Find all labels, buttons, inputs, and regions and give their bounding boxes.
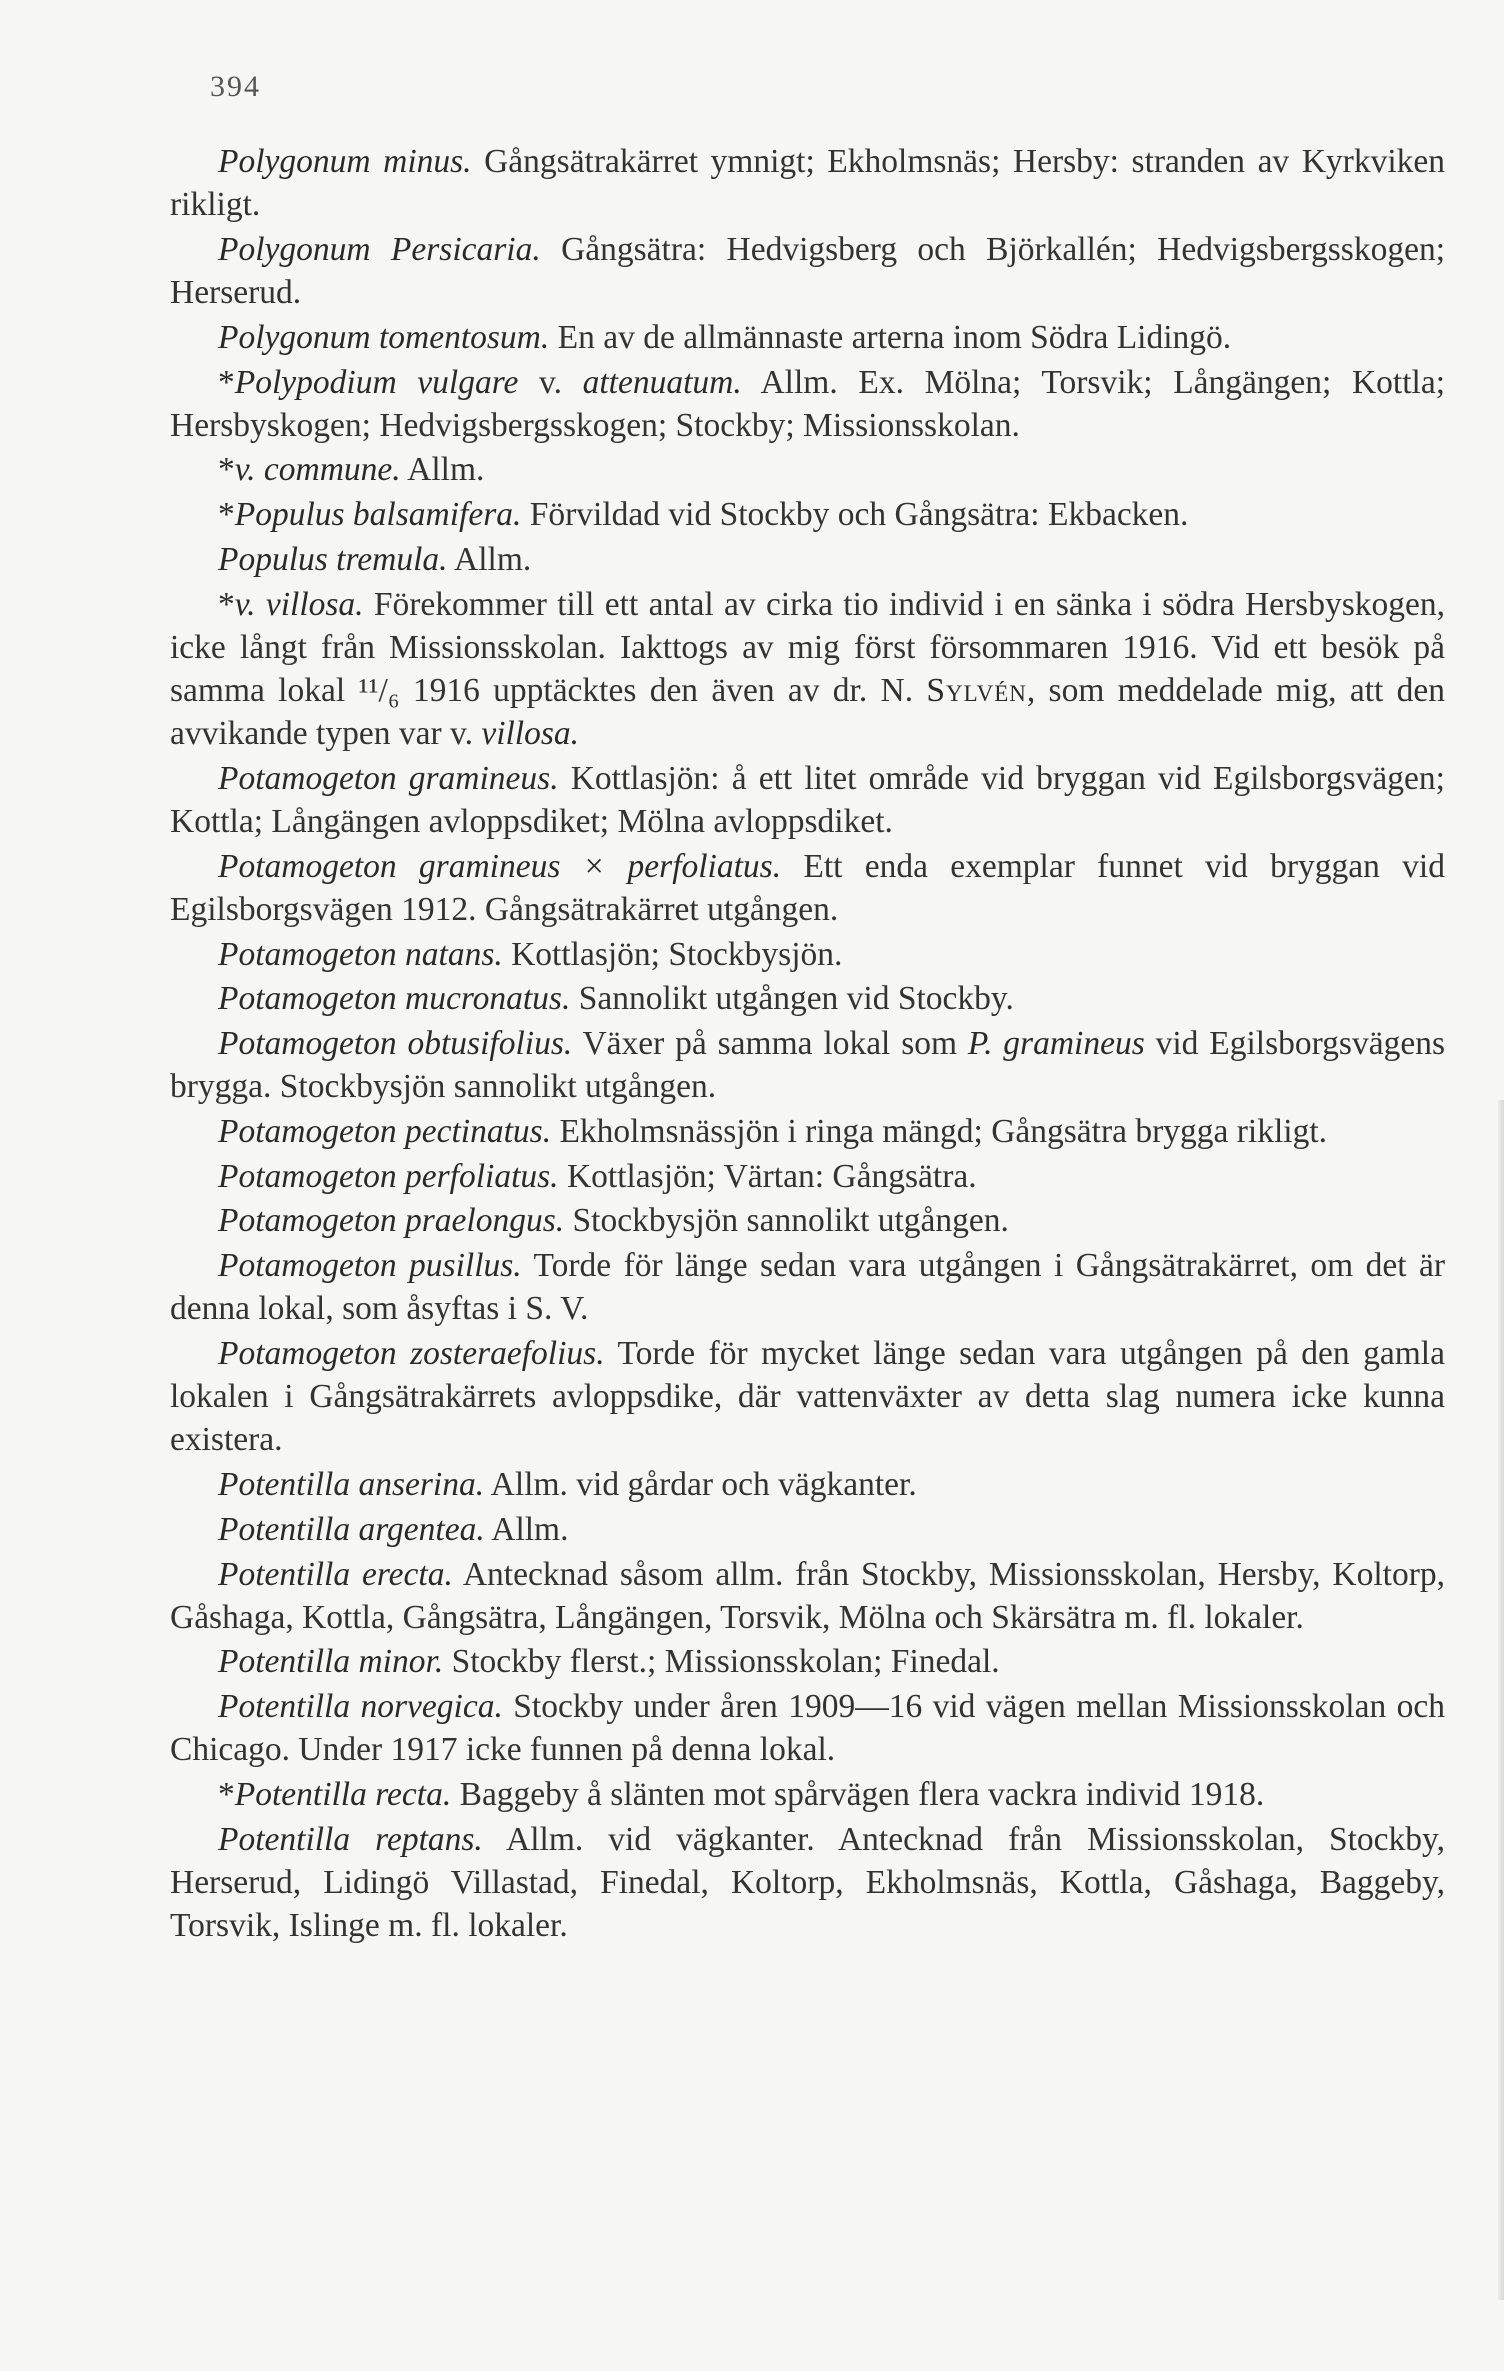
entry-note: Allm. vid vägkanter. Antecknad från Missionsskolan, Stockby, Herserud, Lidingö Villastad, Finedal, Koltorp, Ekholmsnäs, Kottla, Gåshaga, Baggeby, Torsvik, Islinge m. fl. lokaler. [170, 1820, 1445, 1945]
variety-name: attenuatum. [582, 363, 742, 401]
entry-note: Stockby under åren 1909—16 vid vägen mellan Missionsskolan och Chicago. Under 1917 icke funnen på denna lokal. [170, 1688, 1445, 1769]
species-name: Potentilla anserina. [218, 1466, 485, 1504]
entry-note: Ett enda exemplar funnet vid bryggan vid Egilsborgsvägen 1912. Gångsätrakärret utgången. [170, 847, 1445, 928]
person-name: Sylvén [926, 671, 1027, 709]
entry-note: En av de allmännaste arterna inom Södra Lidingö. [549, 318, 1232, 356]
entry-note: Kottlasjön; Värtan: Gångsätra. [558, 1157, 977, 1195]
species-name: Potentilla argentea. [218, 1510, 485, 1548]
entry-populus-tremula [170, 538, 1445, 581]
entry-polygonum-minus [170, 140, 1445, 226]
entry-note: Kottlasjön: å ett litet område vid bryggan vid Egilsborgsvägen; Kottla; Långängen avloppsdiket; Mölna avloppsdiket. [170, 759, 1445, 841]
species-name: Potamogeton pectinatus. [218, 1112, 552, 1150]
entry-note-continued: , som meddelade mig, att den avvikande typen var v. [170, 671, 1445, 753]
entry-note: Sannolikt utgången vid Stockby. [570, 980, 1014, 1018]
species-name: Potamogeton obtusifolius. [218, 1025, 573, 1063]
entry-note: Stockby flerst.; Missionsskolan; Finedal. [443, 1643, 1000, 1681]
entry-potamogeton-mucronatus [170, 977, 1445, 1020]
entry-potamogeton-praelongus [170, 1199, 1445, 1242]
entry-potamogeton-zosteraefolius [170, 1332, 1445, 1462]
species-name: Polygonum tomentosum. [218, 318, 550, 356]
entry-potamogeton-natans [170, 933, 1445, 976]
entry-potentilla-recta: *Potentilla recta. Baggeby å slänten mot spårvägen flera vackra individ 1918. [218, 1776, 1265, 1814]
species-name: Polygonum Persicaria. [218, 230, 541, 268]
entry-note: Växer på samma lokal som [572, 1025, 968, 1063]
variety-name: P. gramineus [967, 1025, 1145, 1063]
entry-note: Förvildad vid Stockby och Gångsätra: Ekbacken. [521, 496, 1189, 534]
entry-potamogeton-pectinatus [170, 1110, 1445, 1153]
entry-potamogeton-gramineus [170, 757, 1445, 843]
entry-potamogeton-hybrid [170, 845, 1445, 931]
entry-v-commune: *v. commune. Allm. [218, 451, 485, 489]
entry-potentilla-argentea [170, 1508, 1445, 1551]
scan-edge [1498, 1100, 1504, 2300]
entry-polygonum-persicaria [170, 228, 1445, 314]
species-name: Potamogeton praelongus. [218, 1202, 565, 1240]
variety-name: villosa. [481, 715, 580, 753]
entry-polygonum-tomentosum [170, 316, 1445, 359]
entry-note: Gångsätrakärret ymnigt; Ekholmsnäs; Hersby: stranden av Kyrkviken rikligt. [170, 143, 1446, 224]
entry-potentilla-erecta [170, 1553, 1445, 1639]
entry-note: v. [518, 363, 583, 401]
species-name: Potamogeton pusillus. [218, 1247, 522, 1285]
entry-polypodium-vulgare: *Polypodium vulgare v. attenuatum. Allm. Ex. Mölna; Torsvik; Långängen; Kottla; Hersbyskogen; Hedvigsbergsskogen; Stockby; Missionsskolan. [170, 363, 1445, 444]
entry-note: Allm. [447, 540, 532, 578]
entry-potentilla-anserina [170, 1463, 1445, 1506]
species-name: Potentilla norvegica. [218, 1688, 503, 1726]
species-name: Populus balsamifera. [234, 496, 522, 534]
entry-note: Torde för mycket länge sedan vara utgången på den gamla lokalen i Gångsätrakärrets avloppsdike, där vattenväxter av detta slag numera icke kunna existera. [170, 1334, 1445, 1459]
species-name: Potentilla erecta. [218, 1555, 453, 1593]
entry-note: Kottlasjön; Stockbysjön. [502, 935, 843, 973]
entry-note: Allm. [484, 1510, 569, 1548]
entry-note: Ekholmsnässjön i ringa mängd; Gångsätra brygga rikligt. [551, 1112, 1328, 1150]
entry-note: Gångsätra: Hedvigsberg och Björkallén; Hedvigsbergsskogen; Herserud. [170, 230, 1446, 312]
species-name: v. commune. [234, 451, 401, 489]
species-name: Populus tremula. [218, 540, 448, 578]
species-name: Potentilla recta. [234, 1776, 452, 1814]
entry-potentilla-reptans [170, 1818, 1445, 1948]
species-name: Polypodium vulgare [234, 363, 519, 401]
species-name: Potamogeton mucronatus. [218, 980, 571, 1018]
species-name: Potamogeton natans. [218, 935, 503, 973]
species-name: Potamogeton perfoliatus. [218, 1157, 559, 1195]
entry-v-villosa: *v. villosa. Förekommer till ett antal av cirka tio individ i en sänka i södra Hersbyskogen, icke långt från Missionsskolan. Iakttogs av mig först försommaren 1916. Vid ett besök på samma lokal ¹¹/₆ 1916 upptäcktes den även av dr. N. Sylvén, som meddelade mig, att den avvikande typen var v. villosa. [170, 585, 1445, 753]
entry-potentilla-minor [170, 1640, 1445, 1683]
species-name: Potamogeton gramineus × perfoliatus. [218, 847, 782, 885]
entry-potamogeton-obtusifolius [170, 1022, 1445, 1108]
species-name: v. villosa. [234, 585, 364, 623]
entry-populus-balsamifera: *Populus balsamifera. Förvildad vid Stockby och Gångsätra: Ekbacken. [218, 496, 1189, 534]
entry-note: Förekommer till ett antal av cirka tio individ i en sänka i södra Hersbyskogen, icke långt från Missionsskolan. Iakttogs av mig först försommaren 1916. Vid ett besök på samma lokal ¹¹/₆ 1916 upptäcktes den även av dr. N. [170, 585, 1445, 709]
flora-list [170, 140, 1445, 1949]
entry-note: Stockbysjön sannolikt utgången. [564, 1202, 1009, 1240]
entry-note-continued: vid Egilsborgsvägens brygga. Stockbysjön sannolikt utgången. [170, 1025, 1445, 1106]
species-name: Potentilla reptans. [218, 1820, 483, 1858]
entry-potamogeton-perfoliatus [170, 1155, 1445, 1198]
species-name: Potamogeton zosteraefolius. [218, 1334, 605, 1372]
entry-note: Allm. vid gårdar och vägkanter. [484, 1466, 917, 1504]
species-name: Polygonum minus. [218, 143, 472, 180]
species-name: Potamogeton gramineus. [218, 759, 559, 797]
page-number: 394 [210, 70, 261, 103]
entry-potamogeton-pusillus [170, 1244, 1445, 1330]
entry-note-continued: Allm. Ex. Mölna; Torsvik; Långängen; Kottla; Hersbyskogen; Hedvigsbergsskogen; Stockby; Missionsskolan. [170, 363, 1445, 444]
entry-note: Allm. [400, 451, 485, 489]
species-name: Potentilla minor. [218, 1643, 444, 1681]
entry-note: Baggeby å slänten mot spårvägen flera vackra individ 1918. [451, 1776, 1265, 1814]
entry-note: Antecknad såsom allm. från Stockby, Missionsskolan, Hersby, Koltorp, Gåshaga, Kottla, Gångsätra, Långängen, Torsvik, Mölna och Skärsätra m. fl. lokaler. [170, 1555, 1445, 1636]
entry-note: Torde för länge sedan vara utgången i Gångsätrakärret, om det är denna lokal, som åsyftas i S. V. [170, 1247, 1445, 1328]
entry-potentilla-norvegica [170, 1685, 1445, 1771]
